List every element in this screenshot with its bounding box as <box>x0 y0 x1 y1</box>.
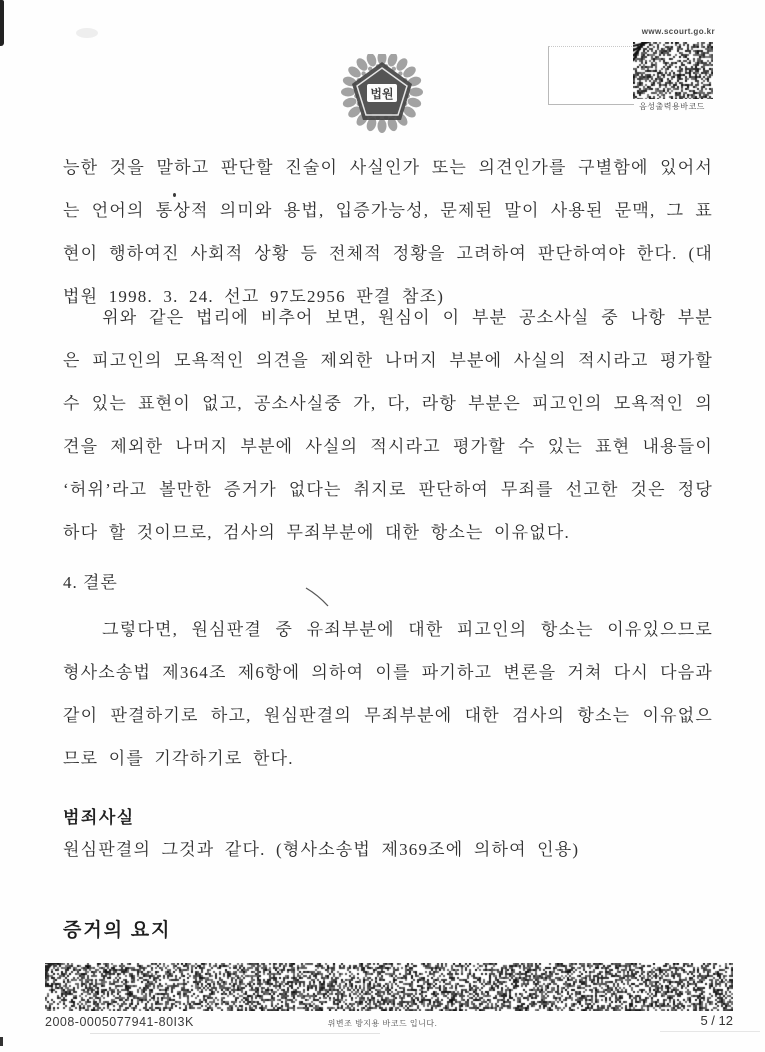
barcode-caption: 위변조 방지용 바코드 입니다. <box>327 1019 438 1028</box>
anti-forgery-qr-barcode <box>633 42 713 99</box>
scan-smudge-artifact <box>76 28 98 38</box>
ink-dot-artifact <box>173 193 176 197</box>
stamp-box <box>548 46 634 105</box>
conclusion-heading: 4. 결론 <box>63 573 118 592</box>
court-seal-text: 법원 <box>370 87 394 101</box>
court-website-url: www.scourt.go.kr <box>641 27 715 36</box>
evidence-summary-heading: 증거의 요지 <box>63 920 172 941</box>
paragraph-legal-standard: 능한 것을 말하고 판단할 진술이 사실인가 또는 의견인가를 구별함에 있어서는 언어의 통상적 의미와 용법, 입증가능성, 문제된 말이 사용된 문맥, 그 표현이 행하여진 사회적 상황 등 전체적 정황을 고려하여 판단하여야 한다. (대법원 1998. 3. 24. 선고 97도2956 판결 참조) <box>63 158 713 306</box>
crime-facts-heading: 범죄사실 <box>63 808 135 827</box>
page-number-indicator: 5 / 12 <box>700 1013 733 1028</box>
scan-hairline-artifact <box>90 1033 380 1034</box>
anti-forgery-barcode-strip <box>45 963 733 1011</box>
scan-hairline-artifact <box>660 1031 760 1032</box>
paragraph-conclusion: 그렇다면, 원심판결 중 유죄부분에 대한 피고인의 항소는 이유있으므로 형사소송법 제364조 제6항에 의하여 이를 파기하고 변론을 거쳐 다시 다음과 같이 판결하기로 하고, 원심판결의 무죄부분에 대한 검사의 항소는 이유없으므로 이를 기각하기로 한다. <box>63 620 713 768</box>
stray-pen-stroke-artifact <box>300 583 340 613</box>
paragraph-appeal-review: 위와 같은 법리에 비추어 보면, 원심이 이 부분 공소사실 중 나항 부분은 피고인의 모욕적인 의견을 제외한 나머지 부분에 사실의 적시라고 평가할 수 있는 표현이 없고, 공소사실중 가, 다, 라항 부분은 피고인의 모욕적인 의견을 제외한 나머지 부분에 사실의 적시라고 평가할 수 있는 표현 내용들이 ‘허위’라고 볼만한 증거가 없다는 취지로 판단하여 무죄를 선고한 것은 정당하다 할 것이므로, 검사의 무죄부분에 대한 항소는 이유없다. <box>63 308 713 542</box>
scan-edge-artifact-bottom <box>0 1037 3 1046</box>
crime-facts-body: 원심판결의 그것과 같다. (형사소송법 제369조에 의하여 인용) <box>63 840 580 859</box>
scan-edge-artifact-top <box>0 0 4 46</box>
qr-barcode-label: 음성출력용바코드 <box>639 102 705 111</box>
document-number: 2008-0005077941-80I3K <box>45 1015 194 1029</box>
court-seal-icon <box>336 54 428 138</box>
